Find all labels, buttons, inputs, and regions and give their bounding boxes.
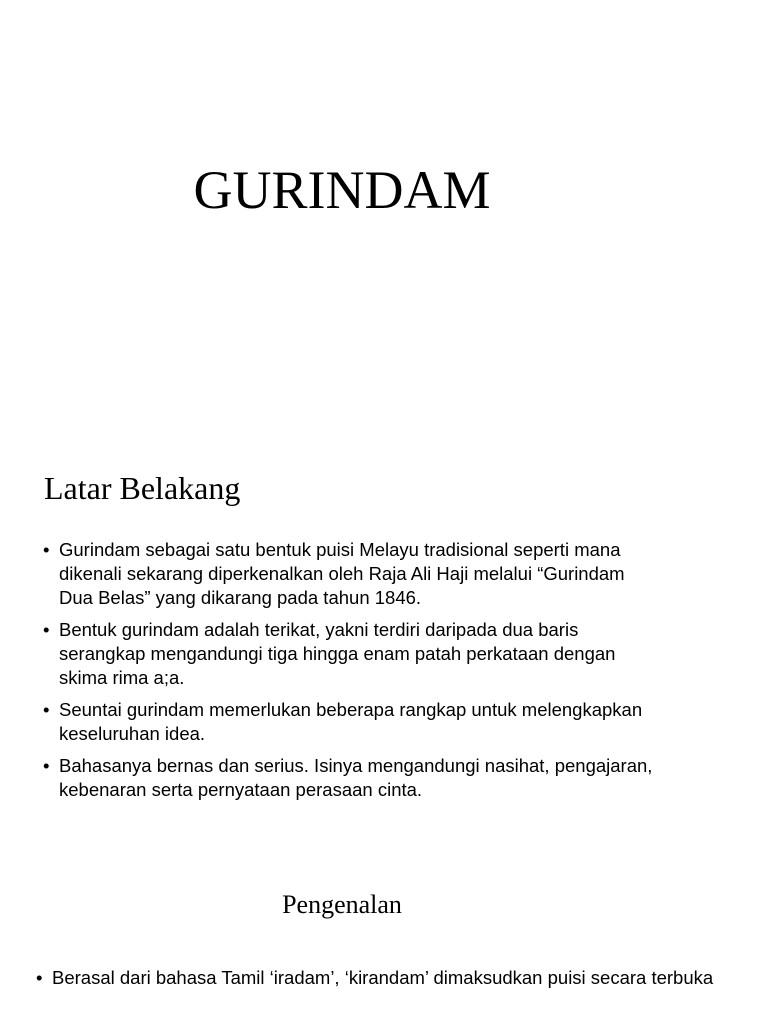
bullet-item xyxy=(43,538,663,610)
bullet-icon: • xyxy=(43,699,50,720)
bullet-text: Gurindam sebagai satu bentuk puisi Melayu tradisional seperti mana dikenali sekarang diperkenalkan oleh Raja Ali Haji melalui “Gurindam Dua Belas” yang dikarang pada tahun 1846. xyxy=(59,539,625,608)
bullet-text: Berasal dari bahasa Tamil ‘iradam’, ‘kirandam’ dimaksudkan puisi secara terbuka xyxy=(52,967,714,988)
bullet-text: Bentuk gurindam adalah terikat, yakni terdiri daripada dua baris serangkap mengandungi tiga hingga enam patah perkataan dengan skima rima a;a. xyxy=(59,619,616,688)
bullet-item xyxy=(43,698,663,746)
slide-title: GURINDAM xyxy=(193,160,491,220)
bullet-icon: • xyxy=(36,967,43,988)
bullet-item xyxy=(43,618,663,690)
latar-belakang-bullet-list xyxy=(43,538,663,810)
bullet-text: Seuntai gurindam memerlukan beberapa rangkap untuk melengkapkan keseluruhan idea. xyxy=(59,699,643,744)
bullet-icon: • xyxy=(43,539,50,560)
bullet-icon: • xyxy=(43,619,50,640)
pengenalan-bullet-list xyxy=(36,967,726,998)
bullet-text: Bahasanya bernas dan serius. Isinya mengandungi nasihat, pengajaran, kebenaran serta pernyataan perasaan cinta. xyxy=(59,755,653,800)
section-heading-latar-belakang: Latar Belakang xyxy=(44,470,241,506)
bullet-item xyxy=(36,967,726,989)
bullet-item xyxy=(43,754,663,802)
section-heading-pengenalan: Pengenalan xyxy=(282,890,402,919)
bullet-icon: • xyxy=(43,755,50,776)
